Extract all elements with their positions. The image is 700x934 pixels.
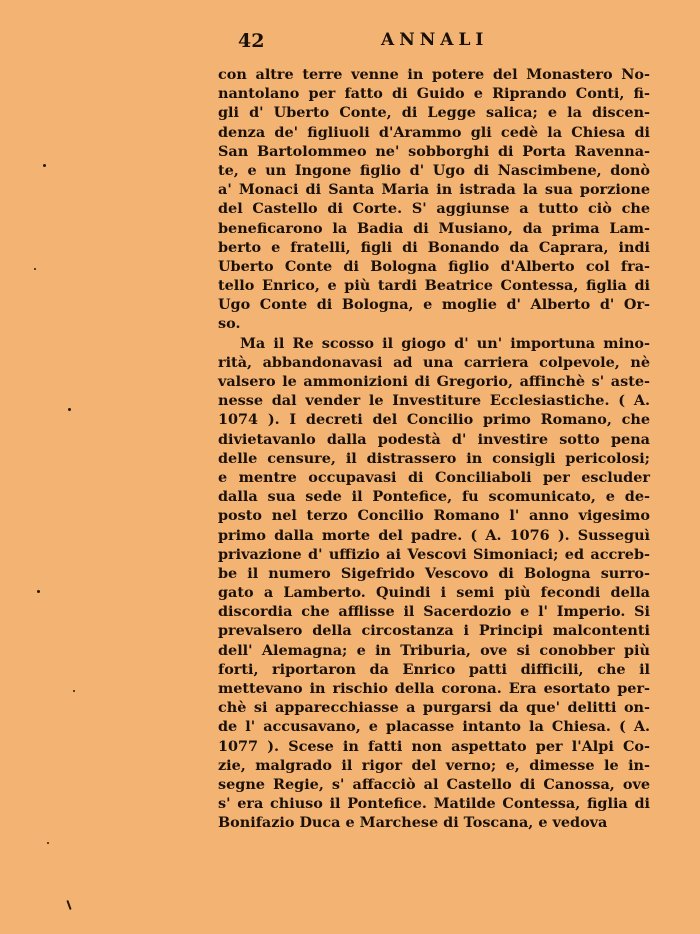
scan-speck — [37, 590, 40, 593]
text-line: a' Monaci di Santa Maria in istrada la sua porzione — [218, 181, 650, 199]
scan-speck — [43, 164, 46, 167]
text-line: 1077 ). Scese in fatti non aspettato per l'Alpi Co- — [218, 737, 650, 755]
page-number: 42 — [238, 30, 265, 52]
text-line: berto e fratelli, figli di Bonando da Caprara, indi — [218, 238, 650, 256]
text-line: del Castello di Corte. S' aggiunse a tutto ciò che — [218, 200, 650, 218]
text-line: delle censure, il distrassero in consigli pericolosi; — [218, 449, 650, 467]
scan-speck — [47, 842, 49, 844]
text-line: nantolano per fatto di Guido e Riprando Conti, fi- — [218, 85, 650, 103]
scan-speck — [68, 408, 71, 411]
page-header — [218, 30, 650, 54]
text-line: chè si apparecchiasse a purgarsi da que' delitti on- — [218, 699, 650, 717]
text-line: dell' Alemagna; e in Triburia, ove si conobber più — [218, 641, 650, 659]
text-line: 1074 ). I decreti del Concilio primo Romano, che — [218, 411, 650, 429]
text-line: nesse dal vender le Investiture Ecclesiastiche. ( A. — [218, 392, 650, 410]
text-line: discordia che afflisse il Sacerdozio e l' Imperio. Si — [218, 603, 650, 621]
text-line: con altre terre venne in potere del Monastero No- — [218, 66, 650, 83]
text-line: posto nel terzo Concilio Romano l' anno vigesimo — [218, 507, 650, 525]
scan-speck — [66, 900, 71, 910]
scan-speck — [34, 268, 36, 270]
text-line: primo dalla morte del padre. ( A. 1076 ). Susseguì — [218, 526, 650, 544]
text-line: Ugo Conte di Bologna, e moglie d' Alberto d' Or- — [218, 296, 650, 314]
text-line: Uberto Conte di Bologna figlio d'Alberto col fra- — [218, 257, 650, 275]
text-line: s' era chiuso il Pontefice. Matilde Contessa, figlia di — [218, 795, 650, 813]
text-line: zie, malgrado il rigor del verno; e, dimesse le in- — [218, 756, 650, 774]
text-line: so. — [218, 315, 241, 333]
text-line: gato a Lamberto. Quindi i semi più fecondi della — [218, 584, 650, 602]
text-line: San Bartolommeo ne' sobborghi di Porta Ravenna- — [218, 142, 650, 160]
text-line: segne Regie, s' affacciò al Castello di Canossa, ove — [218, 775, 650, 793]
text-line: beneficarono la Badia di Musiano, da prima Lam- — [218, 219, 650, 237]
running-title: ANNALI — [381, 30, 489, 50]
text-line: rità, abbandonavasi ad una carriera colpevole, nè — [218, 353, 650, 371]
text-line: te, e un Ingone figlio d' Ugo di Nascimbene, donò — [218, 161, 650, 179]
text-line: e mentre occupavasi di Conciliaboli per escluder — [218, 468, 650, 486]
text-line: Bonifazio Duca e Marchese di Toscana, e vedova — [218, 814, 608, 832]
text-line: forti, riportaron da Enrico patti difficili, che il — [218, 660, 650, 678]
text-line: denza de' figliuoli d'Arammo gli cedè la Chiesa di — [218, 123, 650, 141]
text-line: be il numero Sigefrido Vescovo di Bologna surro- — [218, 564, 650, 582]
scan-speck — [73, 690, 75, 692]
text-column — [218, 65, 650, 833]
text-line: prevalsero della circostanza i Principi malcontenti — [218, 622, 650, 640]
text-line: tello Enrico, e più tardi Beatrice Contessa, figlia di — [218, 277, 650, 295]
text-line: gli d' Uberto Conte, di Legge salica; e la discen- — [218, 104, 650, 122]
text-line: Ma il Re scosso il giogo d' un' importuna mino- — [240, 334, 650, 352]
text-line: de l' accusavano, e placasse intanto la Chiesa. ( A. — [218, 718, 650, 736]
text-line: privazione d' uffizio ai Vescovi Simoniaci; ed accreb- — [218, 545, 650, 563]
text-line: mettevano in rischio della corona. Era esortato per- — [218, 680, 650, 697]
text-line: valsero le ammonizioni di Gregorio, affinchè s' aste- — [218, 373, 650, 390]
text-line: dalla sua sede il Pontefice, fu scomunicato, e de- — [218, 488, 650, 506]
text-line: divietavanlo dalla podestà d' investire sotto pena — [218, 430, 650, 448]
